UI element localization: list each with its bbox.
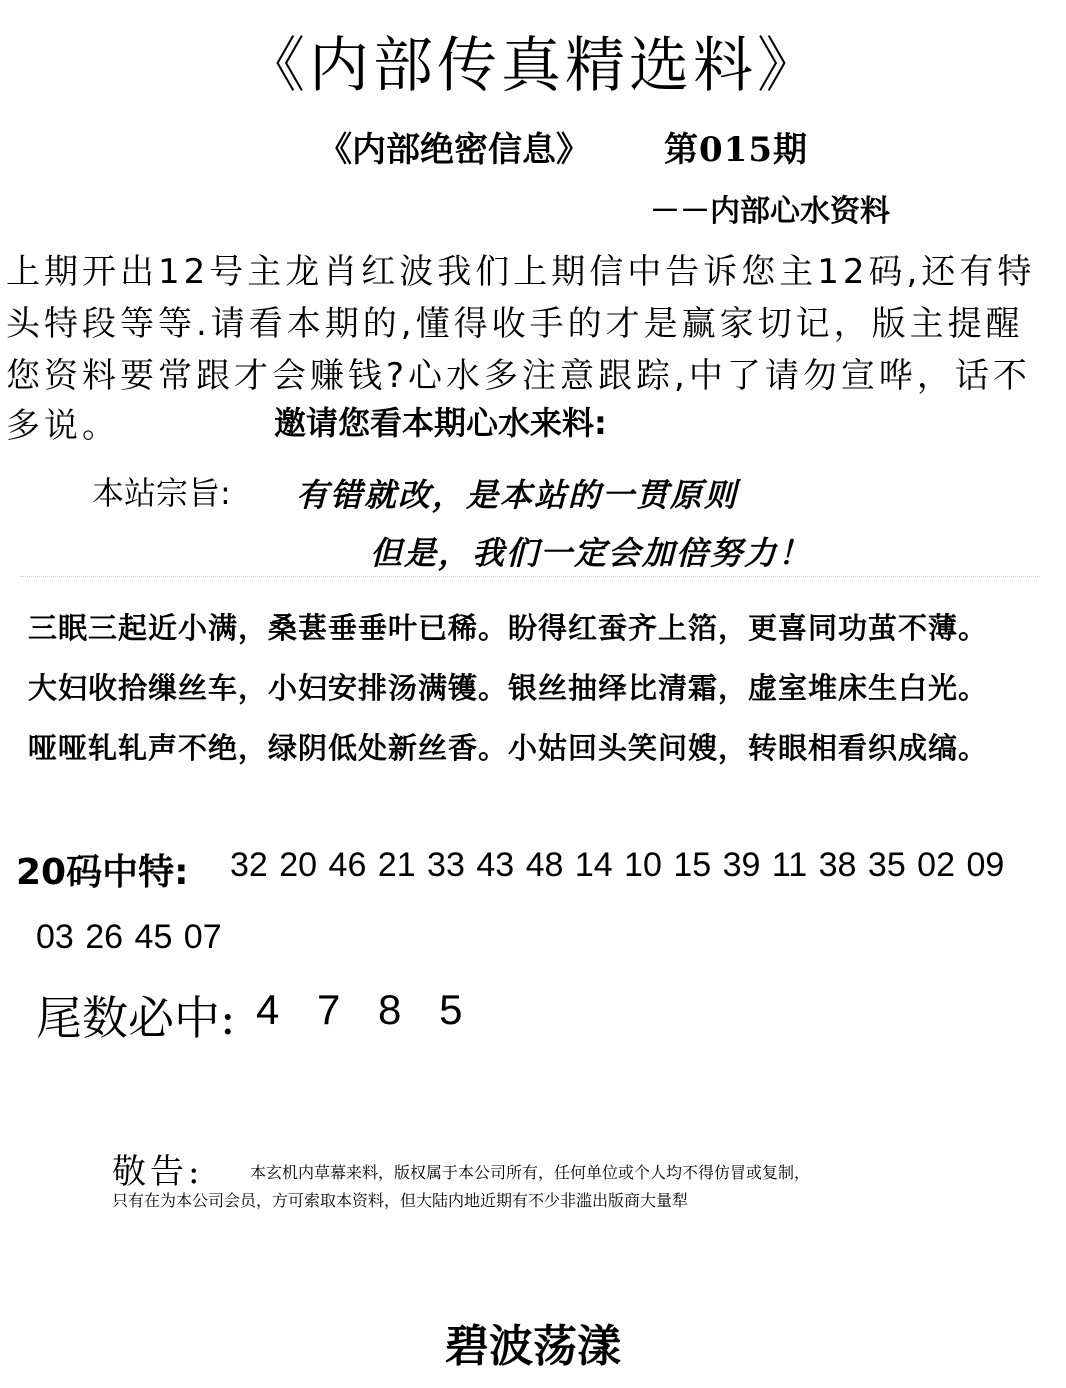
invite-text: 邀请您看本期心水来料: [274, 404, 607, 442]
intro-line: 多说。 [6, 406, 120, 446]
motto-label: 本站宗旨: [92, 474, 231, 512]
poem-line: 三眠三起近小满，桑葚垂垂叶已稀。盼得红蚕齐上箔，更喜同功茧不薄。 [28, 611, 989, 645]
intro-line: 上期开出12号主龙肖红波我们上期信中告诉您主12码,还有特 [6, 252, 1036, 292]
issue-number: 第015期 [664, 130, 808, 170]
intro-line: 头特段等等.请看本期的,懂得收手的才是赢家切记，版主提醒 [6, 304, 1024, 344]
numbers-list: 32 20 46 21 33 43 48 14 10 15 39 11 38 35 02 09 [230, 846, 1005, 884]
poem-line: 哑哑轧轧声不绝，绿阴低处新丝香。小姑回头笑问嫂，转眼相看织成缟。 [28, 731, 989, 765]
motto-line: 但是，我们一定会加倍努力！ [370, 534, 813, 572]
notice-text: 本玄机内草幕来料，版权属于本公司所有，任何单位或个人均不得仿冒或复制， [250, 1163, 811, 1182]
motto-line: 有错就改，是本站的一贯原则 [296, 476, 739, 514]
tail-numbers: 4 7 8 5 [256, 986, 463, 1033]
page-title: 《内部传真精选料》 [245, 31, 821, 101]
numbers-list: 03 26 45 07 [36, 918, 222, 956]
tail-label: 尾数必中: [36, 991, 236, 1045]
poem-line: 大妇收拾缫丝车，小妇安排汤满镬。银丝抽绎比清霜，虚室堆床生白光。 [28, 671, 989, 705]
divider [20, 576, 1040, 579]
subtitle: 《内部绝密信息》 [318, 130, 590, 170]
intro-line: 您资料要常跟才会赚钱?心水多注意跟踪,中了请勿宣哗，话不 [6, 356, 1031, 396]
source-label: －－内部心水资料 [650, 194, 890, 229]
notice-label: 敬告: [112, 1152, 204, 1192]
notice-text: 只有在为本公司会员，方可索取本资料，但大陆内地近期有不少非滥出版商大量犁 [112, 1191, 689, 1210]
numbers-label: 20码中特: [16, 852, 189, 893]
footer-title: 碧波荡漾 [445, 1321, 621, 1372]
